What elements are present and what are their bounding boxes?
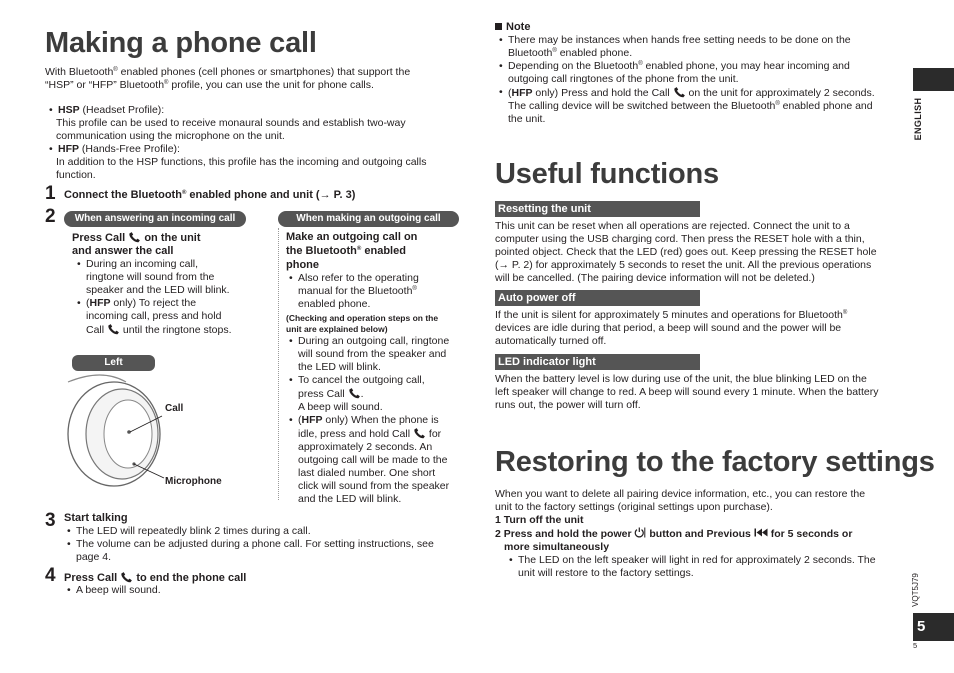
- hsp-item: • HSP (Headset Profile):: [48, 104, 468, 117]
- factory-settings-body: When you want to delete all pairing device information, etc., you can restore the unit to the factory settings (original settings upon purchase). 1 Turn off the unit 2 Press and hold the power button and Previous for 5 seconds or more simultaneously • The LED on the left speaker will light in red for approximately 2 seconds. The unit will restore to the factory settings.: [495, 488, 915, 580]
- page-number-small: 5: [913, 641, 918, 650]
- step-3-bullets: • The LED will repeatedly blink 2 times during a call. • The volume can be adjusted during a phone call. For setting instructions, see page 4.: [66, 525, 476, 564]
- headphone-illustration: [62, 372, 262, 494]
- page-number-box: 5: [913, 613, 954, 641]
- step-1-text: Connect the Bluetooth® enabled phone and unit (→ P. 3): [64, 189, 356, 201]
- step-2-number: 2: [45, 206, 56, 227]
- microphone-label: Microphone: [165, 476, 222, 487]
- call-button-label: Call: [165, 403, 184, 414]
- document-code: VQT5J79: [911, 573, 920, 607]
- previous-icon: [754, 528, 768, 537]
- useful-functions-title: Useful functions: [495, 158, 719, 190]
- incoming-call-header: When answering an incoming call: [64, 211, 246, 227]
- call-icon: [348, 387, 361, 399]
- call-icon: [128, 231, 141, 243]
- reset-section-body: This unit can be reset when all operations are rejected. Connect the unit to a computer using the USB charging cord. Then press the RESET hole with a thin, pointed object. Check that the LED (red) goes out. Keep pressing the RESET hole (→ P. 2) for approximately 5 seconds to reset the unit. All the previous operations will be cancelled. (The pairing device information will not be deleted.): [495, 220, 877, 284]
- language-label: ENGLISH: [913, 97, 923, 141]
- auto-power-off-header: Auto power off: [495, 290, 700, 306]
- step-3-title: Start talking: [64, 512, 128, 524]
- call-icon: [120, 571, 133, 583]
- note-bullets: • There may be instances when hands free setting needs to be done on the Bluetooth® enabled phone. • Depending on the Bluetooth® enabled phone, you may hear incoming and outgoing call ringtones of the phone from the unit. • (HFP only) Press and hold the Call on the unit for approximately 2 seconds. The calling device will be switched between the Bluetooth® enabled phone and the unit.: [498, 34, 908, 126]
- call-icon: [413, 427, 426, 439]
- factory-settings-title: Restoring to the factory settings: [495, 446, 935, 478]
- outgoing-call-header: When making an outgoing call: [278, 211, 459, 227]
- side-tab-block: [913, 68, 954, 91]
- page-title: Making a phone call: [45, 27, 317, 59]
- outgoing-call-block: Make an outgoing call on the Bluetooth® enabled phone • Also refer to the operating manual for the Bluetooth® enabled phone. (Checking and operation steps on the unit are explained below) • During an outgoing call, ringtone will sound from the speaker and the LED will blink. • To cancel the outgoing call, press Call . A beep will sound. • (HFP only) When the phone is idle, press and hold Call for approximately 2 seconds. An outgoing call will be made to the last dialed number. One short click will sound from the speaker and the LED will blink.: [286, 230, 464, 506]
- intro-paragraph: With Bluetooth® enabled phones (cell phones or smartphones) that support the “HSP” or “HFP” Bluetooth® profile, you can use the unit for phone calls.: [45, 66, 411, 91]
- step-1-number: 1: [45, 183, 56, 204]
- note-heading: Note: [495, 21, 530, 34]
- power-icon: [634, 527, 646, 538]
- profile-list: • HSP (Headset Profile): This profile can be used to receive monaural sounds and establish two-way communication using the microphone on the unit. • HFP (Hands-Free Profile): In addition to the HSP functions, this profile has the incoming and outgoing calls function.: [48, 104, 468, 182]
- square-bullet-icon: [495, 23, 502, 30]
- step-4-title: Press Call to end the phone call: [64, 572, 247, 584]
- column-separator: [278, 228, 279, 500]
- reset-section-header: Resetting the unit: [495, 201, 700, 217]
- incoming-call-block: Press Call on the unit and answer the call • During an incoming call, ringtone will sound from the speaker and the LED will blink. • (HFP only) To reject the incoming call, press and hold Call until the ringtone stops.: [72, 231, 272, 337]
- hfp-item: • HFP (Hands-Free Profile):: [48, 143, 468, 156]
- auto-power-off-body: If the unit is silent for approximately 5 minutes and operations for Bluetooth® devices are idle during that period, a beep will sound and the power will be automatically turned off.: [495, 309, 848, 347]
- step-4-bullets: • A beep will sound.: [66, 584, 161, 597]
- step-3-number: 3: [45, 510, 56, 531]
- step-4-number: 4: [45, 565, 56, 586]
- led-indicator-header: LED indicator light: [495, 354, 700, 370]
- call-icon: [673, 86, 686, 98]
- left-side-label: Left: [72, 355, 155, 371]
- led-indicator-body: When the battery level is low during use of the unit, the blue blinking LED on the left speaker will change to red. A beep will sound every 1 minute. When the battery runs out, the power will turn off.: [495, 373, 879, 411]
- call-icon: [107, 323, 120, 335]
